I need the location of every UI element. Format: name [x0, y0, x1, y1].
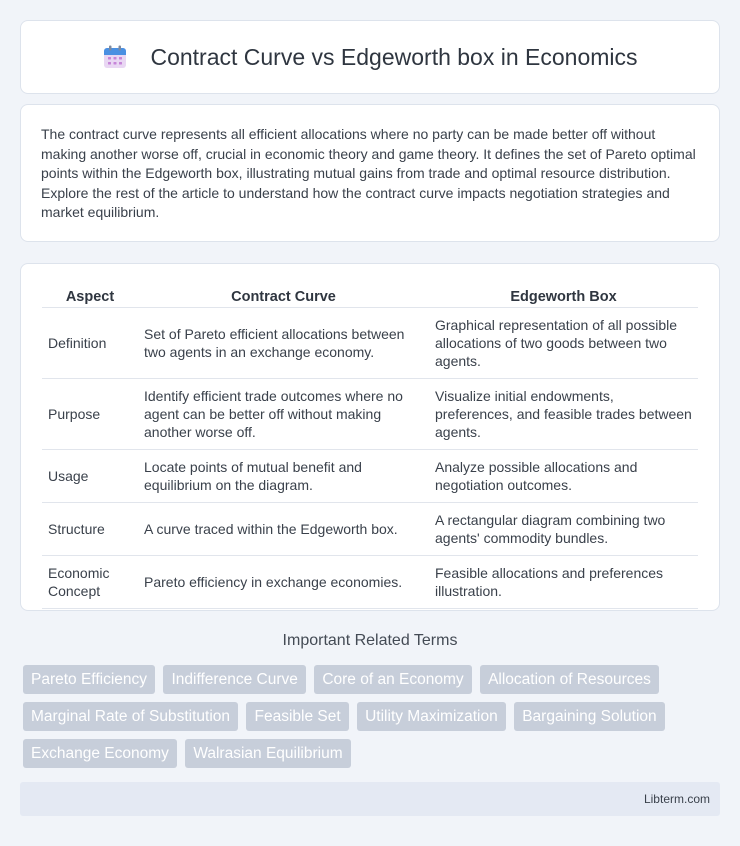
header-aspect: Aspect [42, 284, 138, 308]
edgeworth-box-cell: Graphical representation of all possible allocations of two goods between two agents. [429, 308, 698, 379]
footer [20, 782, 720, 816]
related-term-tag[interactable]: Indifference Curve [163, 665, 305, 694]
comparison-table [42, 284, 698, 609]
table-row [42, 556, 698, 609]
contract-curve-cell: A curve traced within the Edgeworth box. [138, 503, 429, 556]
comparison-table-card [20, 263, 720, 611]
aspect-cell: Economic Concept [42, 556, 138, 609]
aspect-cell: Definition [42, 308, 138, 379]
contract-curve-cell: Identify efficient trade outcomes where no agent can be better off without making another worse off. [138, 379, 429, 450]
table-header-row [42, 284, 698, 308]
related-term-tag[interactable]: Utility Maximization [357, 702, 506, 731]
related-term-tag[interactable]: Bargaining Solution [514, 702, 664, 731]
related-term-tag[interactable]: Pareto Efficiency [23, 665, 155, 694]
intro-card [20, 104, 720, 242]
related-term-tag[interactable]: Marginal Rate of Substitution [23, 702, 238, 731]
aspect-cell: Structure [42, 503, 138, 556]
edgeworth-box-cell: A rectangular diagram combining two agents' commodity bundles. [429, 503, 698, 556]
table-row [42, 308, 698, 379]
table-row [42, 379, 698, 450]
table-row [42, 503, 698, 556]
related-term-tag[interactable]: Walrasian Equilibrium [185, 739, 350, 768]
header-contract-curve: Contract Curve [138, 284, 429, 308]
page-title: Contract Curve vs Edgeworth box in Economics [150, 43, 638, 70]
calendar-icon [102, 44, 128, 70]
related-term-tag[interactable]: Core of an Economy [314, 665, 471, 694]
aspect-cell: Usage [42, 450, 138, 503]
related-term-tag[interactable]: Allocation of Resources [480, 665, 659, 694]
edgeworth-box-cell: Feasible allocations and preferences illustration. [429, 556, 698, 609]
header-edgeworth-box: Edgeworth Box [429, 284, 698, 308]
table-row [42, 450, 698, 503]
related-term-tag[interactable]: Exchange Economy [23, 739, 177, 768]
aspect-cell: Purpose [42, 379, 138, 450]
intro-paragraph: The contract curve represents all efficient allocations where no party can be made better off without making another worse off, crucial in economic theory and game theory. It defines the set of Pareto optimal points within the Edgeworth box, illustrating mutual gains from trade and optimal resource distribution. Explore the rest of the article to understand how the contract curve impacts negotiation strategies and market equilibrium. [41, 126, 696, 221]
edgeworth-box-cell: Visualize initial endowments, preferences, and feasible trades between agents. [429, 379, 698, 450]
edgeworth-box-cell: Analyze possible allocations and negotiation outcomes. [429, 450, 698, 503]
contract-curve-cell: Set of Pareto efficient allocations between two agents in an exchange economy. [138, 308, 429, 379]
related-terms-list [23, 665, 723, 776]
contract-curve-cell: Locate points of mutual benefit and equilibrium on the diagram. [138, 450, 429, 503]
title-card [20, 20, 720, 94]
related-terms-title: Important Related Terms [282, 632, 458, 649]
contract-curve-cell: Pareto efficiency in exchange economies. [138, 556, 429, 609]
footer-brand-link[interactable]: Libterm.com [643, 792, 710, 806]
related-term-tag[interactable]: Feasible Set [246, 702, 348, 731]
